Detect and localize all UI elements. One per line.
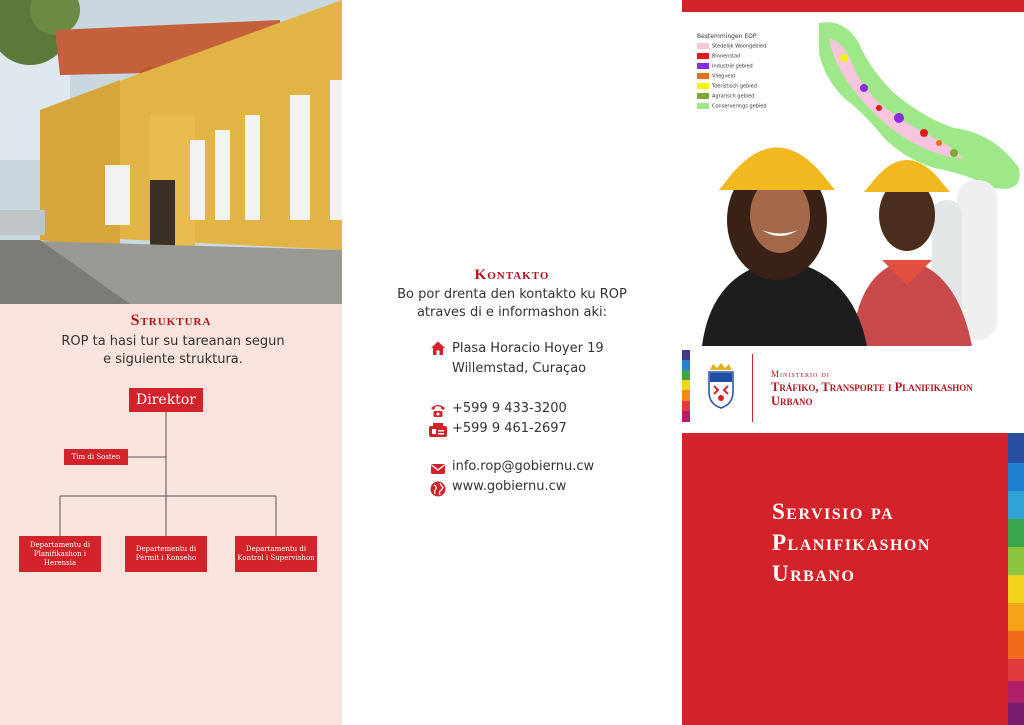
legend-swatch (697, 63, 709, 69)
legend-label: Binnenstad (712, 53, 741, 60)
email-icon (430, 461, 446, 477)
ministry-label: Ministerio di (771, 369, 830, 379)
legend-item (697, 93, 754, 100)
legend-swatch (697, 83, 709, 89)
workers-photo (702, 110, 1024, 346)
legend-item (697, 73, 735, 80)
kontakto-description: Bo por drenta den kontakto ku ROP atraves di e informashon aki: (397, 287, 627, 320)
right-panel (682, 0, 1024, 725)
legend-label: Conserverings gebied (712, 103, 767, 110)
org-box-label: Departamentu di Planifikashon i Herensia (29, 540, 91, 567)
address-line-1: Plasa Horacio Hoyer 19 (452, 341, 604, 356)
legend-item (697, 53, 740, 60)
left-panel (0, 0, 342, 725)
kontakto-title: Kontakto (474, 267, 550, 283)
rainbow-band (682, 350, 690, 422)
org-box-departamentu-planifikashon (19, 536, 101, 572)
legend-swatch (697, 53, 709, 59)
phone-icon (430, 402, 446, 418)
globe-icon (430, 481, 446, 497)
ministry-name: Tráfiko, Transporte i Planifikashon Urbano (771, 380, 973, 408)
fax-number[interactable]: +599 9 461-2697 (452, 421, 567, 436)
struktura-description: ROP ta hasi tur su tareanan segun e siguiente struktura. (61, 334, 285, 367)
address-line-2: Willemstad, Curaçao (452, 361, 587, 376)
legend-item (697, 63, 753, 70)
legend-item (697, 43, 766, 50)
legend-label: Toeristisch gebied (712, 83, 757, 90)
brochure-title: Servisio pa Planifikashon Urbano (772, 499, 931, 586)
map-legend-title: Bestemmingen EOP (697, 33, 757, 40)
legend-label: Agrarisch gebied (712, 93, 755, 100)
phone-number[interactable]: +599 9 433-3200 (452, 401, 567, 416)
middle-panel (342, 0, 682, 725)
coat-of-arms-icon (706, 362, 736, 410)
website-link[interactable]: www.gobiernu.cw (452, 479, 567, 494)
legend-label: Vliegveld (712, 73, 736, 80)
legend-item (697, 103, 767, 110)
legend-swatch (697, 73, 709, 79)
org-box-label: Departamentu di Kontrol i Supervishon (237, 545, 315, 562)
house-icon (430, 340, 446, 356)
legend-label: Industrie gebied (712, 63, 753, 70)
building-photo (0, 0, 342, 304)
color-strip (1008, 433, 1024, 725)
org-box-departementu-permit (125, 536, 207, 572)
legend-swatch (697, 103, 709, 109)
legend-label: Stedelijk Woongebied (712, 43, 767, 50)
org-box-departamentu-kontrol (235, 536, 317, 572)
org-box-direktor: Direktor (129, 388, 203, 412)
legend-swatch (697, 43, 709, 49)
email-link[interactable]: info.rop@gobiernu.cw (452, 459, 595, 474)
ministry-divider (752, 354, 753, 422)
org-box-label: Departementu di Pèrmit i Konseho (135, 545, 197, 562)
struktura-title: Struktura (130, 312, 212, 329)
legend-swatch (697, 93, 709, 99)
legend-item (697, 83, 757, 90)
fax-icon (428, 422, 448, 438)
org-box-tim-di-sosten: Tim di Sosten (64, 449, 128, 465)
top-red-bar (682, 0, 1024, 12)
